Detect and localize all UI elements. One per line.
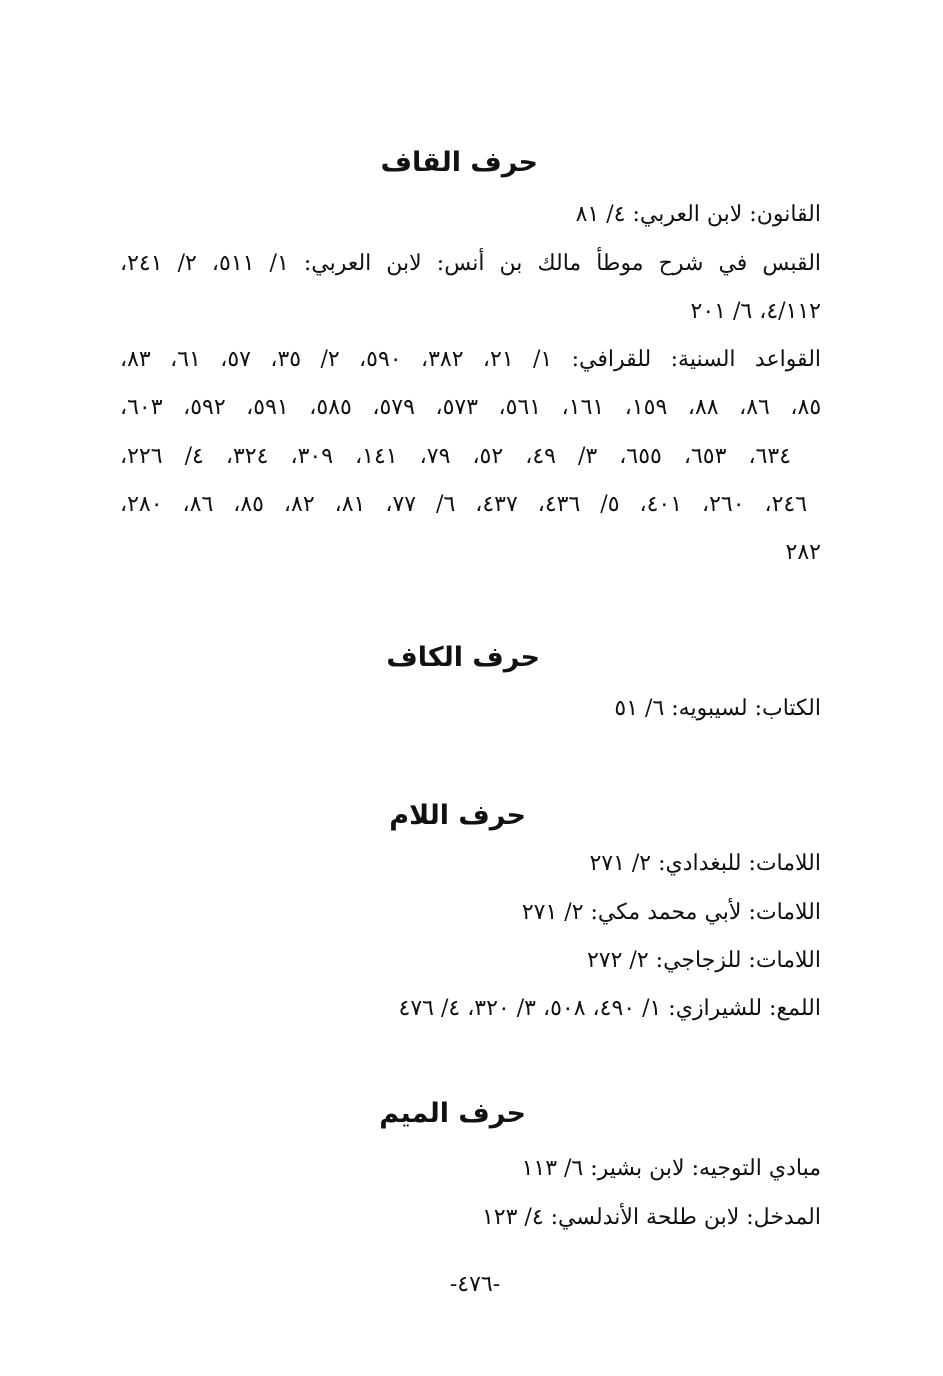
index-entry: اللامات: للزجاجي: ٢/ ٢٧٢	[586, 948, 821, 973]
index-entry-continuation: ٨٥، ٨٦، ٨٨، ١٥٩، ١٦١، ٥٦١، ٥٧٣، ٥٧٩، ٥٨٥، ٥٩١، ٥٩٢، ٦٠٣،	[120, 395, 822, 420]
page-number: -٤٧٦-	[449, 1272, 501, 1297]
section-heading-mim: حرف الميم	[379, 1098, 526, 1129]
index-entry: المدخل: لابن طلحة الأندلسي: ٤/ ١٢٣	[481, 1205, 821, 1230]
index-entry-continuation: ٦٣٤، ٦٥٣، ٦٥٥، ٣/ ٤٩، ٥٢، ٧٩، ١٤١، ٣٠٩، ٣٢٤، ٤/ ٢٢٦،	[120, 444, 792, 469]
index-entry: القواعد السنية: للقرافي: ١/ ٢١، ٣٨٢، ٥٩٠، ٢/ ٣٥، ٥٧، ٦١، ٨٣،	[120, 347, 822, 372]
index-entry-continuation: ٤/١١٢، ٦/ ٢٠١	[690, 299, 821, 324]
index-entry: اللامات: للبغدادي: ٢/ ٢٧١	[589, 851, 821, 876]
index-entry-continuation: ٢٨٢	[785, 540, 821, 565]
index-entry: القبس في شرح موطأ مالك بن أنس: لابن العربي: ١/ ٥١١، ٢/ ٢٤١،	[120, 251, 822, 276]
index-entry: اللامات: لأبي محمد مكي: ٢/ ٢٧١	[521, 900, 821, 925]
section-heading-lam: حرف اللام	[389, 800, 526, 831]
index-entry: اللمع: للشيرازي: ١/ ٤٩٠، ٥٠٨، ٣/ ٣٢٠، ٤/ ٤٧٦	[398, 996, 821, 1021]
section-heading-qaf: حرف القاف	[380, 147, 538, 178]
index-entry: الكتاب: لسيبويه: ٦/ ٥١	[614, 696, 821, 721]
index-entry: مبادي التوجيه: لابن بشير: ٦/ ١١٣	[521, 1156, 821, 1181]
index-entry: القانون: لابن العربي: ٤/ ٨١	[575, 202, 821, 227]
section-heading-kaf: حرف الكاف	[386, 642, 540, 673]
index-entry-continuation: ٢٤٦، ٢٦٠، ٤٠١، ٥/ ٤٣٦، ٤٣٧، ٦/ ٧٧، ٨١، ٨٢، ٨٥، ٨٦، ٢٨٠،	[120, 492, 808, 517]
